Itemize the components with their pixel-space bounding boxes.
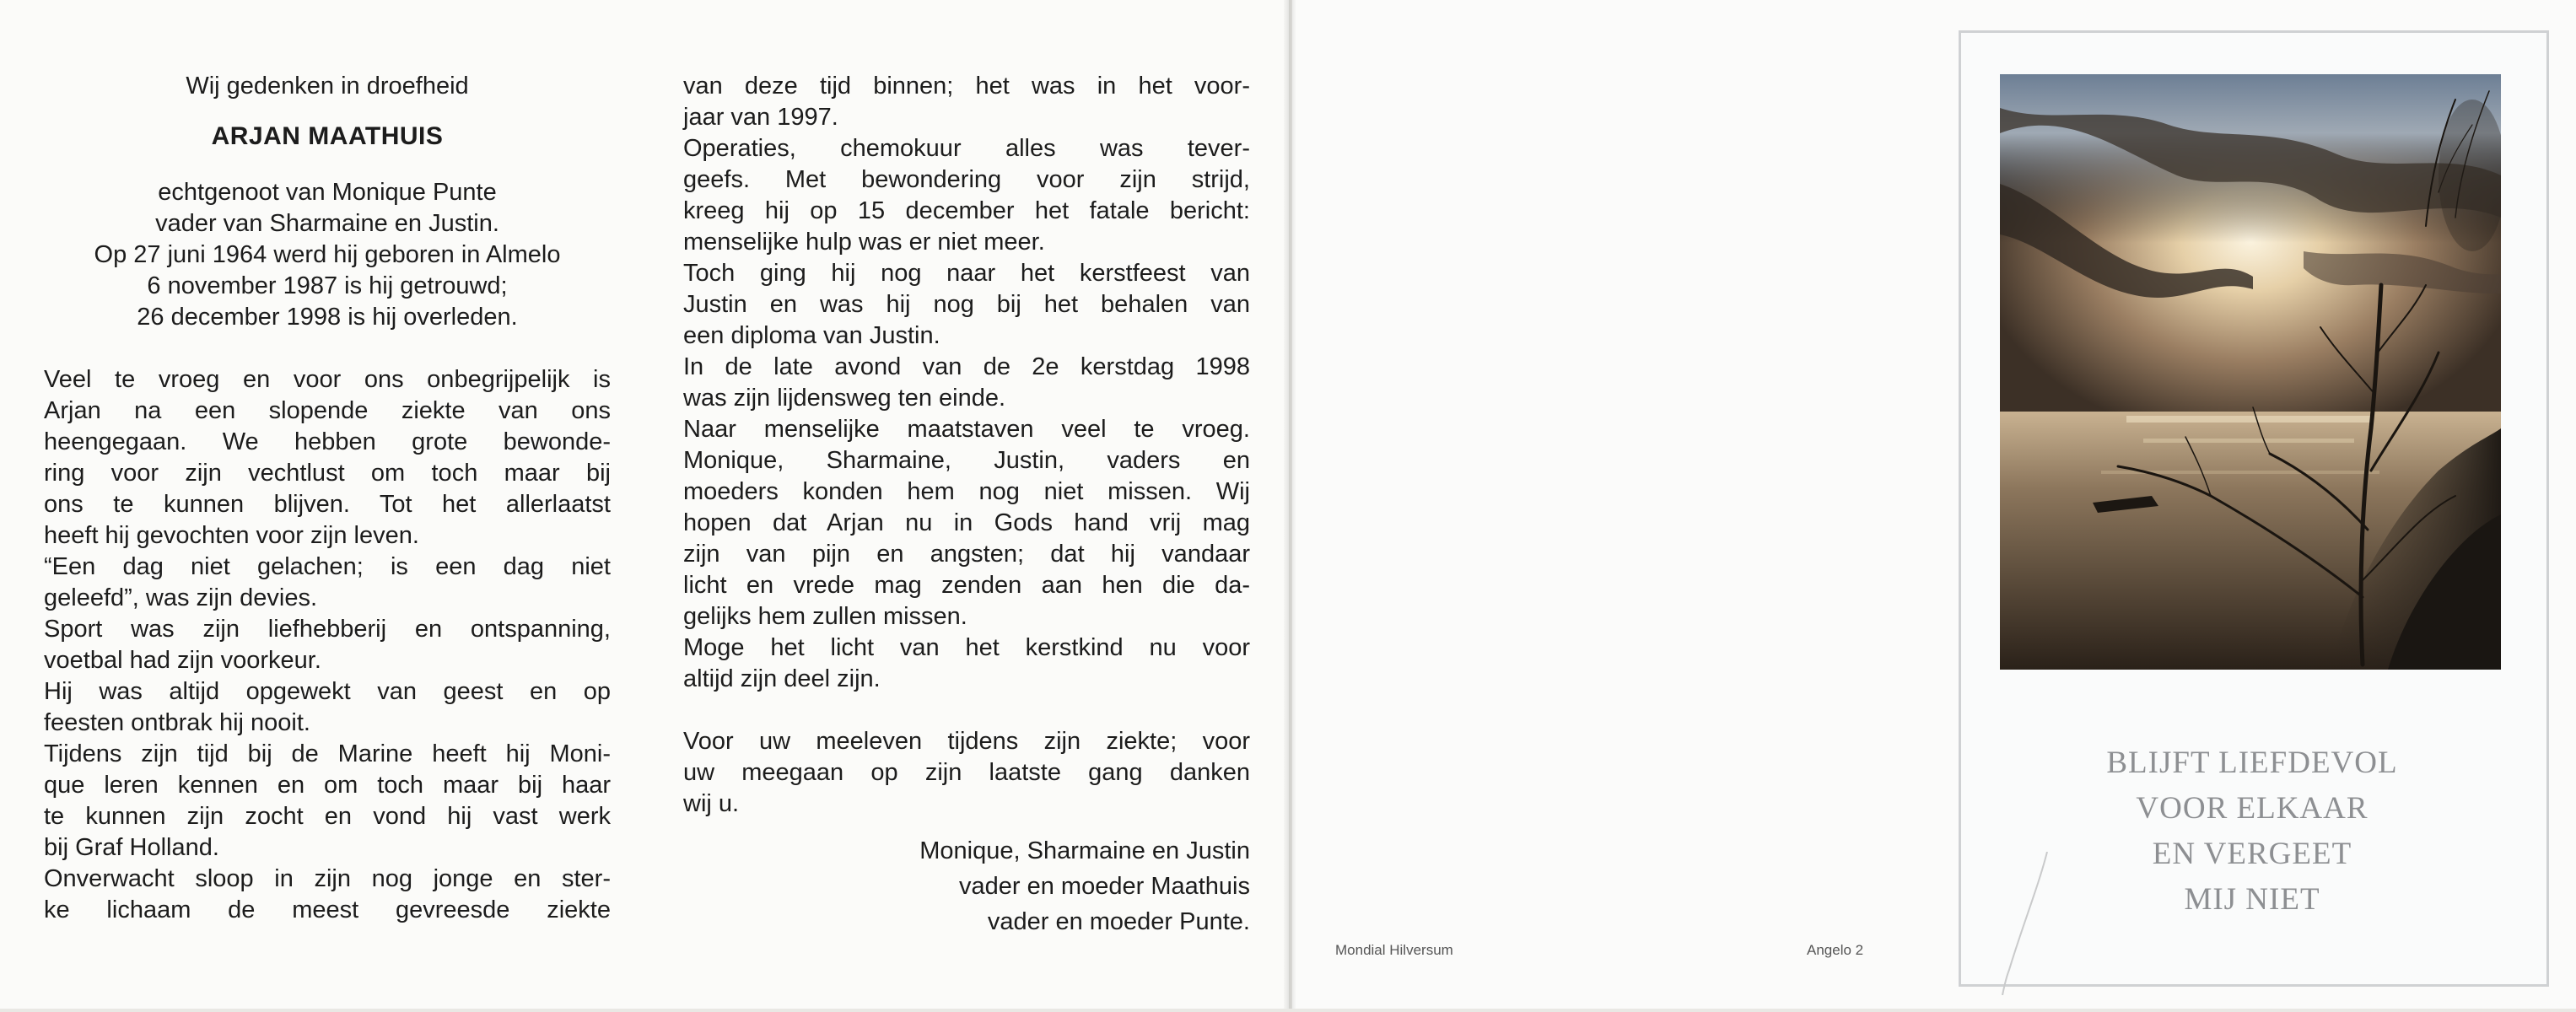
text-line: Moge het licht van het kerstkind nu voor: [683, 634, 1250, 661]
cover-motto: [2007, 740, 2497, 923]
text-line: voetbal had zijn voorkeur.: [44, 647, 321, 674]
paper-crease: [2001, 852, 2060, 995]
text-line: moeders konden hem nog niet missen. Wij: [683, 478, 1250, 505]
card-model-label: Angelo 2: [1807, 942, 1864, 958]
text-line: Naar menselijke maatstaven veel te vroeg.: [683, 416, 1250, 443]
text-line: que leren kennen en om toch maar bij haar: [44, 772, 611, 799]
text-line: te kunnen zijn zocht en vond hij vast werk: [44, 803, 611, 830]
deceased-name: ARJAN MAATHUIS: [211, 122, 444, 150]
text-line: Justin en was hij nog bij het behalen van: [683, 291, 1250, 318]
thanks-line: Voor uw meeleven tijdens zijn ziekte; voor: [683, 728, 1250, 755]
bio-line: vader van Sharmaine en Justin.: [155, 210, 499, 237]
middle-page-text: [683, 71, 1250, 939]
left-page-text: [44, 71, 611, 926]
motto-line: VOOR ELKAAR: [2136, 791, 2369, 826]
text-line: hopen dat Arjan nu in Gods hand vrij mag: [683, 509, 1250, 536]
text-line: ke lichaam de meest gevreesde ziekte: [44, 896, 611, 923]
signature-line: vader en moeder Punte.: [987, 908, 1250, 935]
text-line: jaar van 1997.: [683, 104, 838, 131]
motto-line: MIJ NIET: [2184, 882, 2320, 917]
sheet-gap-shadow: [1284, 0, 1296, 1009]
text-line: heengegaan. We hebben grote bewonde-: [44, 428, 611, 455]
text-line: licht en vrede mag zenden aan hen die da-: [683, 572, 1250, 599]
cover-photo-lake-sunset: [2000, 74, 2501, 670]
text-line: heeft hij gevochten voor zijn leven.: [44, 522, 419, 549]
signature-line: vader en moeder Maathuis: [959, 873, 1250, 900]
bio-line: Op 27 juni 1964 werd hij geboren in Almelo: [94, 241, 561, 268]
text-line: ons te kunnen blijven. Tot het allerlaatst: [44, 491, 611, 518]
text-line: geefs. Met bewondering voor zijn strijd,: [683, 166, 1250, 193]
text-line: Sport was zijn liefhebberij en ontspanning,: [44, 616, 611, 643]
text-line: altijd zijn deel zijn.: [683, 665, 881, 692]
motto-line: BLIJFT LIEFDEVOL: [2106, 746, 2398, 780]
thanks-line: uw meegaan op zijn laatste gang danken: [683, 759, 1250, 786]
text-line: een diploma van Justin.: [683, 322, 940, 349]
text-line: ring voor zijn vechtlust om toch maar bij: [44, 460, 611, 487]
text-line: In de late avond van de 2e kerstdag 1998: [683, 353, 1250, 380]
bio-line: 6 november 1987 is hij getrouwd;: [147, 272, 508, 299]
text-line: “Een dag niet gelachen; is een dag niet: [44, 553, 611, 580]
text-line: was zijn lijdensweg ten einde.: [683, 385, 1006, 412]
text-line: Arjan na een slopende ziekte van ons: [44, 397, 611, 424]
text-line: Hij was altijd opgewekt van geest en op: [44, 678, 611, 705]
signature-line: Monique, Sharmaine en Justin: [919, 837, 1250, 864]
text-line: Monique, Sharmaine, Justin, vaders en: [683, 447, 1250, 474]
bio-line: 26 december 1998 is hij overleden.: [137, 304, 518, 331]
text-line: zijn van pijn en angsten; dat hij vandaar: [683, 541, 1250, 568]
text-line: van deze tijd binnen; het was in het voor-: [683, 73, 1250, 100]
text-line: Operaties, chemokuur alles was tever-: [683, 135, 1250, 162]
printer-mark: Mondial Hilversum: [1335, 942, 1453, 958]
text-line: Veel te vroeg en voor ons onbegrijpelijk is: [44, 366, 611, 393]
text-line: Toch ging hij nog naar het kerstfeest van: [683, 260, 1250, 287]
motto-line: EN VERGEET: [2152, 837, 2352, 871]
signature-block: [683, 833, 1250, 939]
text-line: bij Graf Holland.: [44, 834, 219, 861]
memorial-text: [44, 364, 611, 926]
bio-line: echtgenoot van Monique Punte: [158, 179, 497, 206]
bio-block: [44, 177, 611, 333]
text-line: Onverwacht sloop in zijn nog jonge en ster-: [44, 865, 611, 892]
text-line: kreeg hij op 15 december het fatale bericht:: [683, 197, 1250, 224]
text-line: menselijke hulp was er niet meer.: [683, 229, 1045, 256]
text-line: gelijks hem zullen missen.: [683, 603, 967, 630]
text-line: geleefd”, was zijn devies.: [44, 584, 317, 611]
thanks-line: wij u.: [683, 790, 740, 817]
text-line: Tijdens zijn tijd bij de Marine heeft hij Moni-: [44, 740, 611, 767]
intro-line: Wij gedenken in droefheid: [186, 73, 469, 100]
text-line: feesten ontbrak hij nooit.: [44, 709, 310, 736]
